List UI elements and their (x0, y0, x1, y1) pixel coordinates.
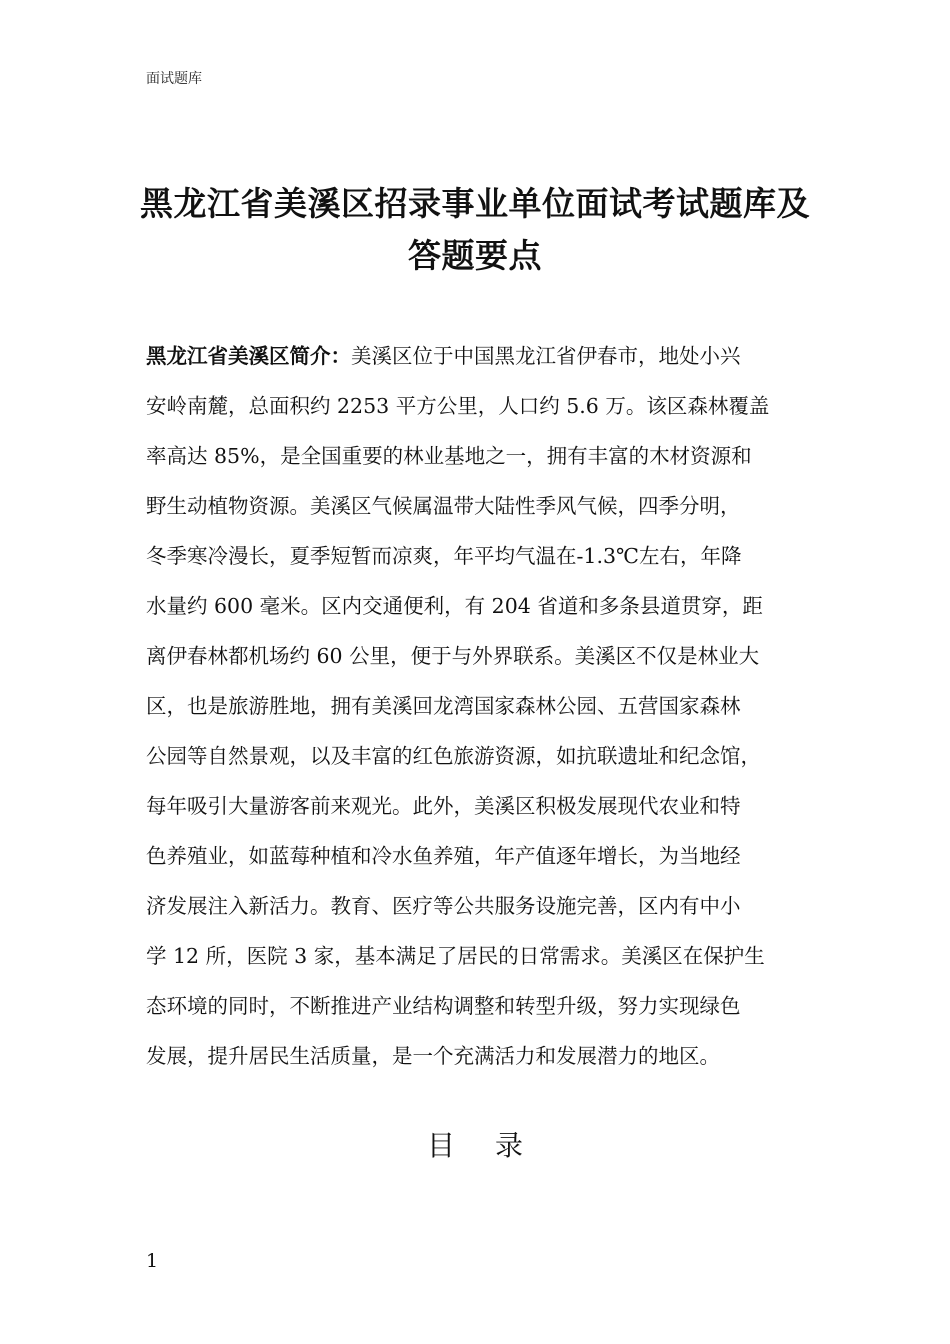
intro-line-text: 美溪区位于中国黑龙江省伊春市，地处小兴 (351, 344, 741, 368)
intro-line: 区，也是旅游胜地，拥有美溪回龙湾国家森林公园、五营国家森林 (146, 694, 741, 718)
title-line-1: 黑龙江省美溪区招录事业单位面试考试题库及 (140, 184, 810, 223)
intro-line: 态环境的同时，不断推进产业结构调整和转型升级，努力实现绿色 (146, 994, 741, 1018)
intro-line: 率高达 85%，是全国重要的林业基地之一，拥有丰富的木材资源和 (146, 444, 752, 468)
intro-line: 安岭南麓，总面积约 2253 平方公里，人口约 5.6 万。该区森林覆盖 (146, 394, 770, 418)
document-title (120, 178, 830, 282)
intro-line: 济发展注入新活力。教育、医疗等公共服务设施完善，区内有中小 (146, 894, 741, 918)
page-number: 1 (146, 1250, 159, 1272)
intro-line: 水量约 600 毫米。区内交通便利，有 204 省道和多条县道贯穿，距 (146, 594, 763, 618)
intro-line: 色养殖业，如蓝莓种植和冷水鱼养殖，年产值逐年增长，为当地经 (146, 844, 741, 868)
title-line-2: 答题要点 (408, 236, 542, 275)
intro-line: 公园等自然景观，以及丰富的红色旅游资源，如抗联遗址和纪念馆， (146, 744, 761, 768)
intro-line: 冬季寒冷漫长，夏季短暂而凉爽，年平均气温在-1.3℃左右，年降 (146, 544, 742, 568)
intro-line: 每年吸引大量游客前来观光。此外，美溪区积极发展现代农业和特 (146, 794, 741, 818)
toc-heading: 目录 (426, 1129, 563, 1162)
intro-paragraph (146, 331, 846, 1081)
intro-line (146, 331, 846, 381)
intro-line: 野生动植物资源。美溪区气候属温带大陆性季风气候，四季分明， (146, 494, 741, 518)
intro-line: 学 12 所，医院 3 家，基本满足了居民的日常需求。美溪区在保护生 (146, 944, 765, 968)
intro-line: 发展，提升居民生活质量，是一个充满活力和发展潜力的地区。 (146, 1044, 720, 1068)
intro-lead: 黑龙江省美溪区简介： (146, 344, 351, 368)
page-header: 面试题库 (146, 71, 202, 87)
intro-line: 离伊春林都机场约 60 公里，便于与外界联系。美溪区不仅是林业大 (146, 644, 760, 668)
